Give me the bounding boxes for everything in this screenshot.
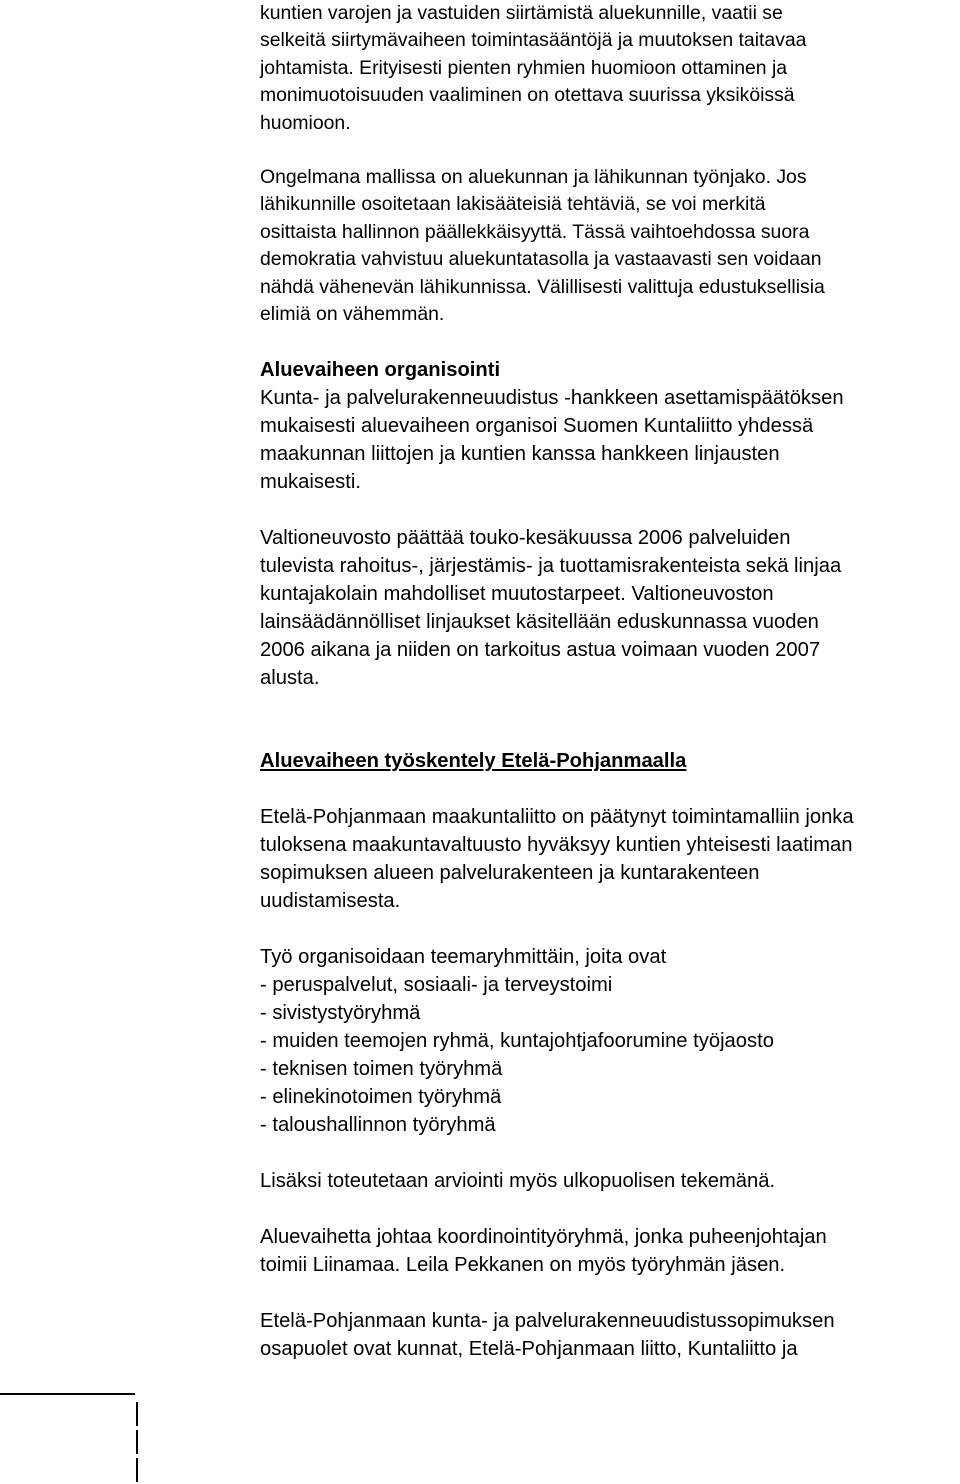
evaluation-paragraph — [260, 1167, 960, 1195]
text-line: Etelä-Pohjanmaan kunta- ja palvelurakenneuudistussopimuksen — [260, 1310, 835, 1333]
problem-paragraph — [260, 164, 960, 328]
section-heading-regional-work: Aluevaiheen työskentely Etelä-Pohjanmaalla — [260, 750, 687, 773]
text-line: kuntajakolain mahdolliset muutostarpeet. Valtioneuvoston — [260, 583, 774, 606]
text-line: 2006 aikana ja niiden on tarkoitus astua voimaan vuoden 2007 — [260, 639, 821, 662]
change-bar — [136, 1430, 138, 1454]
document-body — [260, 0, 960, 1363]
text-line: tulevista rahoitus-, järjestämis- ja tuottamisrakenteista sekä linjaa — [260, 555, 842, 578]
change-bar — [136, 1402, 138, 1426]
list-item: - muiden teemojen ryhmä, kuntajohtjafoorumine työjaosto — [260, 1030, 774, 1053]
change-bar — [136, 1458, 138, 1482]
text-line: lähikunnille osoitetaan lakisääteisiä tehtäviä, se voi merkitä — [260, 193, 766, 216]
text-line: Kunta- ja palvelurakenneuudistus -hankkeen asettamispäätöksen — [260, 387, 844, 410]
text-line: Ongelmana mallissa on aluekunnan ja lähikunnan työnjako. Jos — [260, 166, 807, 189]
text-line: lainsäädännölliset linjaukset käsitellään eduskunnassa vuoden — [260, 611, 819, 634]
text-line: Aluevaihetta johtaa koordinointityöryhmä, jonka puheenjohtajan — [260, 1226, 827, 1249]
text-line: osapuolet ovat kunnat, Etelä-Pohjanmaan liitto, Kuntaliitto ja — [260, 1338, 798, 1361]
text-line: Etelä-Pohjanmaan maakuntaliitto on päätynyt toimintamalliin jonka — [260, 806, 854, 829]
text-line: maakunnan liittojen ja kuntien kanssa hankkeen linjausten — [260, 443, 780, 466]
text-line: sopimuksen alueen palvelurakenteen ja kuntarakenteen — [260, 862, 760, 885]
text-line: mukaisesti aluevaiheen organisoi Suomen Kuntaliitto yhdessä — [260, 415, 814, 438]
government-paragraph — [260, 524, 960, 692]
list-item: - peruspalvelut, sosiaali- ja terveystoimi — [260, 974, 613, 997]
text-line: johtamista. Erityisesti pienten ryhmien huomioon ottaminen ja — [260, 56, 788, 79]
text-line: uudistamisesta. — [260, 890, 401, 913]
text-line: demokratia vahvistuu aluekuntatasolla ja vastaavasti sen voidaan — [260, 248, 822, 271]
intro-paragraph — [260, 0, 960, 137]
section-heading-organisation: Aluevaiheen organisointi — [260, 359, 501, 382]
text-line: osittaista hallinnon päällekkäisyyttä. Tässä vaihtoehdossa suora — [260, 220, 810, 243]
text-line: mukaisesti. — [260, 471, 361, 494]
list-item: - teknisen toimen työryhmä — [260, 1058, 503, 1081]
coordination-paragraph — [260, 1223, 960, 1279]
list-item: - taloushallinnon työryhmä — [260, 1114, 496, 1137]
regional-work-paragraph — [260, 803, 960, 915]
text-line: monimuotoisuuden vaaliminen on otettava suurissa yksiköissä — [260, 84, 795, 107]
groups-intro: Työ organisoidaan teemaryhmittäin, joita ovat — [260, 946, 667, 969]
text-line: kuntien varojen ja vastuiden siirtämistä aluekunnille, vaatii se — [260, 2, 783, 24]
text-line: huomioon. — [260, 111, 351, 134]
text-line: tuloksena maakuntavaltuusto hyväksyy kuntien yhteisesti laatiman — [260, 834, 853, 857]
organisation-paragraph — [260, 384, 960, 496]
list-item: - sivistystyöryhmä — [260, 1002, 421, 1025]
text-line: alusta. — [260, 667, 320, 690]
footnote-separator — [0, 1393, 135, 1395]
text-line: toimii Liinamaa. Leila Pekkanen on myös työryhmän jäsen. — [260, 1254, 786, 1277]
groups-list — [260, 943, 960, 1139]
list-item: - elinekinotoimen työryhmä — [260, 1086, 502, 1109]
text-line: nähdä vähenevän lähikunnissa. Välillisesti valittuja edustuksellisia — [260, 275, 825, 298]
text-line: Valtioneuvosto päättää touko-kesäkuussa 2006 palveluiden — [260, 527, 791, 550]
text-line: elimiä on vähemmän. — [260, 303, 445, 326]
text-line: Lisäksi toteutetaan arviointi myös ulkopuolisen tekemänä. — [260, 1170, 776, 1193]
parties-paragraph — [260, 1307, 960, 1363]
text-line: selkeitä siirtymävaiheen toimintasääntöjä ja muutoksen taitavaa — [260, 29, 807, 52]
